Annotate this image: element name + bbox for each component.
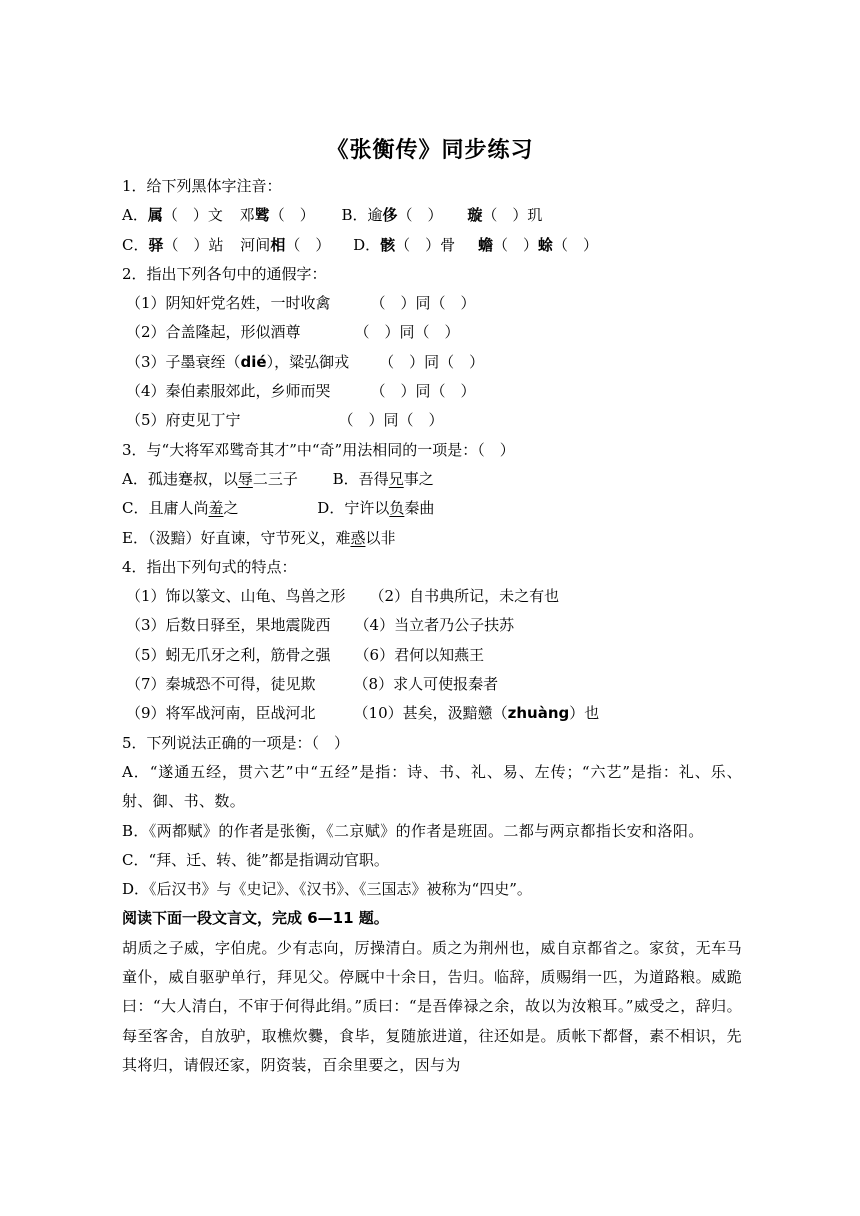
q2-item-4: （4）秦伯素服郊此，乡师而哭 （ ）同（ ）	[126, 382, 476, 401]
q3-options-ab: A．孤违蹇叔，以辱二三子 B．吾得兄事之	[122, 469, 434, 488]
document-body	[122, 172, 742, 1080]
q1-line-cd: C．驿（ ）站 河间相（ ） D．骸（ ）骨 蟾（ ）蜍（ ）	[122, 235, 599, 254]
q2-item-5: （5）府吏见丁宁 （ ）同（ ）	[126, 411, 444, 430]
q4-row-1: （1）饰以篆文、山龟、鸟兽之形 （2）自书典所记，未之有也	[126, 587, 560, 606]
q1-line-ab: A．属（ ）文 邓骘（ ） B．逾侈（ ） 璇（ ）玑	[122, 206, 543, 225]
q2-item-3: （3）子墨衰绖（dié），粱弘御戎 （ ）同（ ）	[126, 352, 485, 371]
reading-heading: 阅读下面一段文言文，完成 6—11 题。	[122, 909, 389, 928]
q1-stem: 1．给下列黑体字注音：	[122, 177, 282, 195]
q5-option-a: A．“遂通五经，贯六艺”中“五经”是指：诗、书、礼、易、左传；“六艺”是指：礼、乐、射、御、书、数。	[122, 762, 742, 811]
q2-stem: 2．指出下列各句中的通假字：	[122, 264, 327, 283]
q3-options-cd: C．且庸人尚羞之 D．宁许以负秦曲	[122, 499, 435, 518]
q4-row-5: （9）将军战河南，臣战河北 （10）甚矣，汲黯戆（zhuàng）也	[126, 704, 600, 723]
q4-row-2: （3）后数日驿至，果地震陇西 （4）当立者乃公子扶苏	[126, 616, 515, 635]
q5-option-b: B．《两都赋》的作者是张衡，《二京赋》的作者是班固。二都与两京都指长安和洛阳。	[122, 821, 704, 840]
q5-option-d: D．《后汉书》与《史记》、《汉书》、《三国志》被称为“四史”。	[122, 880, 532, 899]
q2-item-2: （2）合盖隆起，形似酒尊 （ ）同（ ）	[126, 323, 460, 342]
reading-passage: 胡质之子威，字伯虎。少有志向，厉操清白。质之为荆州也，威自京都省之。家贫，无车马童仆，威自驱驴单行，拜见父。停厩中十余日，告归。临辞，质赐绢一匹，为道路粮。威跪曰：“大人清白，不审于何得此绢。”质曰：“是吾俸禄之余，故以为汝粮耳。”威受之，辞归。每至客舍，自放驴，取樵炊爨，食毕，复随旅进道，往还如是。质帐下都督，素不相识，先其将归，请假还家，阴资装，百余里要之，因与为	[122, 938, 742, 1074]
q5-stem: 5．下列说法正确的一项是：（ ）	[122, 733, 350, 752]
page-title: 《张衡传》同步练习	[326, 138, 534, 163]
q4-row-3: （5）蚓无爪牙之利，筋骨之强 （6）君何以知燕王	[126, 645, 485, 664]
q3-option-e: E．（汲黯）好直谏，守节死义，难惑以非	[122, 528, 396, 547]
q4-row-4: （7）秦城恐不可得，徒见欺 （8）求人可使报秦者	[126, 675, 499, 694]
q4-stem: 4．指出下列句式的特点：	[122, 557, 297, 576]
q5-option-c: C．“拜、迁、转、徙”都是指调动官职。	[122, 850, 389, 869]
q2-item-1: （1）阴知奸党名姓，一时收禽 （ ）同（ ）	[126, 294, 476, 313]
q3-stem: 3．与“大将军邓骘奇其才”中“奇”用法相同的一项是：（ ）	[122, 440, 515, 459]
